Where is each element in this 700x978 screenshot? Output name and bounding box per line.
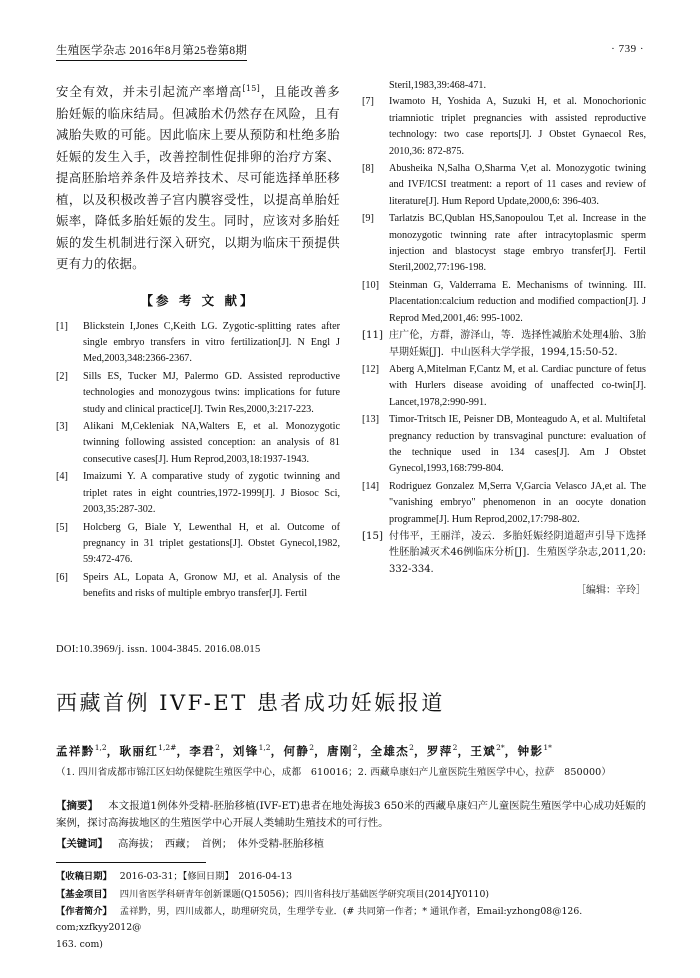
- abstract-text: 本文报道1例体外受精-胚胎移植(IVF-ET)患者在地处海拔3 650米的西藏阜康妇产儿童医院生殖医学中心成功妊娠的案例，探讨高海拔地区的生殖医学中心开展人类辅助生殖技术的可行性。: [56, 800, 646, 829]
- reference-number: [10]: [362, 279, 379, 291]
- reference-text: 庄广伦，方群，游泽山，等．选择性减胎术处理4胎、3胎早期妊娠[J]．中山医科大学学报，1994,15:50-52.: [389, 330, 646, 358]
- article-title: 西藏首例 IVF-ET 患者成功妊娠报道: [56, 691, 445, 715]
- keywords-text: 高海拔； 西藏； 首例； 体外受精-胚胎移植: [117, 838, 325, 850]
- reference-item: [56, 570, 340, 603]
- reference-number: [2]: [56, 370, 68, 382]
- footnote-block: [56, 862, 646, 955]
- paragraph-text-part-b: ，且能改善多胎妊娠的临床结局。但减胎术仍然存在风险，且有减胎失败的可能。因此临床上要从预防和杜绝多胎妊娠的发生入手，改善控制性促排卵的治疗方案、提高胚胎培养条件及培养技术、尽可能选择单胚移植，以及积极改善子宫内膜容受性，以提高单胎妊娠率，降低多胎妊娠的发生。同时，应该对多胎妊娠的发生机制进行深入研究，以期为临床干预提供更有力的依据。: [56, 84, 340, 272]
- references-list-right: [362, 94, 646, 578]
- reference-item: [362, 412, 646, 478]
- reference-continuation: Steril,1983,39:468-471.: [389, 80, 487, 91]
- author-bio-line-tail: 163. com): [56, 939, 103, 950]
- doi-line: DOI:10.3969/j. issn. 1004-3845. 2016.08.015: [56, 644, 261, 655]
- received-date-label: 【收稿日期】: [56, 871, 112, 882]
- references-heading: 【参 考 文 献】: [140, 292, 256, 308]
- reference-number: [12]: [362, 363, 379, 375]
- received-date-value: 2016-03-31；【修回日期】 2016-04-13: [119, 871, 293, 882]
- reference-number: [9]: [362, 213, 374, 225]
- abstract-block: [56, 798, 646, 832]
- fund-value: 四川省医学科研青年创新课题(Q15056)；四川省科技厅基础医学研究项目(2014JY0110): [119, 888, 489, 900]
- reference-text: Rodriguez Gonzalez M,Serra V,Garcia Velasco JA,et al. The "vanishing embryo" phenomenon in an oocyte donation programme[J]. Hum Reprod,2002,17:798-802.: [389, 480, 646, 525]
- reference-item: [56, 419, 340, 468]
- abstract-label: 【摘要】: [56, 800, 99, 812]
- reference-text: Timor-Tritsch IE, Peisner DB, Monteagudo A, et al. Multifetal pregnancy reduction by transvaginal puncture: evaluation of the technique used in 134 cases[J]. Am J Obstet Gynecol,1993,168:799-804.: [389, 414, 646, 475]
- reference-text: Abusheika N,Salha O,Sharma V,et al. Monozygotic twining and IVF/ICSI treatment: a report of 11 cases and review of literature[J]. Hum Repord Update,2000,6: 396-403.: [389, 163, 646, 207]
- right-column: [362, 78, 646, 604]
- reference-number: [3]: [56, 421, 68, 433]
- footnote-divider: [56, 862, 206, 863]
- reference-number: [5]: [56, 521, 68, 533]
- reference-number: [1]: [56, 320, 68, 332]
- reference-item: [362, 278, 646, 327]
- affiliation-line: （1. 四川省成都市锦江区妇幼保健院生殖医学中心，成都 610016；2. 西藏阜康妇产儿童医院生殖医学中心，拉萨 850000）: [56, 767, 612, 778]
- reference-text: 付伟平，王丽洋，凌云．多胎妊娠经阴道超声引导下选择性胚胎减灭术46例临床分析[J]．生殖医学杂志,2011,20: 332-334.: [389, 530, 646, 575]
- reference-number: [6]: [56, 571, 68, 583]
- keywords-block: [56, 836, 646, 853]
- continued-paragraph: [56, 78, 340, 275]
- author-bio-value: 孟祥黔，男，四川成都人，助理研究员，生理学专业．(# 共同第一作者；* 通讯作者，Email:yzhong08@126. com;xzfkyy2012@: [56, 906, 583, 933]
- keywords-label: 【关键词】: [56, 838, 108, 850]
- reference-item: [362, 479, 646, 528]
- left-column: [56, 78, 340, 604]
- reference-number: [4]: [56, 471, 68, 483]
- reference-text: Imaizumi Y. A comparative study of zygotic twinning and triplet rates in eight countries,1972-1999[J]. J Biosoc Sci, 2003,35:287-302.: [83, 471, 340, 516]
- reference-text: Steinman G, Valderrama E. Mechanisms of twinning. III. Placentation:calcium reduction and modified compaction[J]. J Reprod Med,2001,46: 995-1002.: [389, 279, 646, 324]
- reference-text: Alikani M,Cekleniak NA,Walters E, et al. Monozygotic twinning following assisted conception: an analysis of 81 consecutive cases[J]. Hum Reprod,2003,18:1937-1943.: [83, 421, 340, 465]
- reference-item: [56, 469, 340, 518]
- reference-text: Holcberg G, Biale Y, Lewenthal H, et al. Outcome of pregnancy in 31 triplet gestations[J]. Obstet Gynecol,1982, 59:472-476.: [83, 521, 340, 566]
- reference-number: [15]: [362, 530, 383, 542]
- fund-label: 【基金项目】: [56, 888, 112, 900]
- paragraph-text-part-a: 安全有效，并未引起流产率增高: [56, 84, 243, 100]
- page-number: · 739 ·: [611, 43, 644, 55]
- author-bio-line: [56, 904, 646, 935]
- reference-number: [8]: [362, 163, 374, 175]
- received-date-line: [56, 869, 646, 885]
- references-list-left: [56, 319, 340, 603]
- article-header-block: [56, 644, 646, 853]
- editor-note: ［编辑：辛玲］: [576, 585, 646, 597]
- two-column-body: [56, 78, 646, 604]
- fund-line: [56, 887, 646, 903]
- reference-text: Tarlatzis BC,Qublan HS,Sanopoulou T,et al. Increase in the monozygotic twinning rate after intracytoplasmic sperm injection and blastocyst stage embryo transfer[J]. Fertil Steril,2002,77:196-198.: [389, 213, 646, 274]
- reference-number: [13]: [362, 414, 379, 426]
- reference-text: Blickstein I,Jones C,Keith LG. Zygotic-splitting rates after single embryo transfers in vitro fertilization[J]. N Engl J Med,2003,348:2366-2367.: [83, 320, 340, 365]
- reference-text: Speirs AL, Lopata A, Gronow MJ, et al. Analysis of the benefits and risks of multiple embryo transfer[J]. Fertil: [83, 571, 340, 600]
- reference-item: [56, 319, 340, 368]
- reference-item: [362, 328, 646, 361]
- reference-text: Aberg A,Mitelman F,Cantz M, et al. Cardiac puncture of fetus with Hurlers disease avoiding of unaffected co-twin[J]. Lancet,1978,2:990-991.: [389, 363, 646, 408]
- running-head-journal: 生殖医学杂志 2016年8月第25卷第8期: [56, 42, 247, 61]
- reference-item: [362, 94, 646, 160]
- reference-number: [11]: [362, 330, 383, 342]
- reference-text: Iwamoto H, Yoshida A, Suzuki H, et al. Monochorionic triamniotic triplet pregnancies with assisted reproductive technology: two case reports[J]. J Obstet Gynaecol Res, 2010,36: 872-875.: [389, 96, 646, 157]
- author-list: 孟祥黔$^{1,2}$，耿丽红$^{1,2\#}$，李君$^2$，刘锋$^{1,2}$，何静$^2$，唐刚$^2$，全雄杰$^2$，罗萍$^2$，王斌$^{2*}$，钟影$^{1*}$: [56, 743, 552, 758]
- running-head: [56, 42, 644, 64]
- reference-item: [362, 529, 646, 578]
- reference-text: Sills ES, Tucker MJ, Palermo GD. Assisted reproductive technologies and monozygous twins: implications for future study and clinical practice[J]. Twin Res,2000,3:217-223.: [83, 370, 340, 415]
- reference-item: [56, 369, 340, 418]
- reference-item: [362, 211, 646, 277]
- author-bio-label: 【作者简介】: [56, 906, 112, 917]
- reference-number: [14]: [362, 480, 379, 492]
- reference-item: [362, 161, 646, 210]
- citation-marker-15: [15]: [242, 84, 261, 93]
- reference-number: [7]: [362, 96, 374, 108]
- reference-item: [56, 520, 340, 569]
- reference-item: [362, 362, 646, 411]
